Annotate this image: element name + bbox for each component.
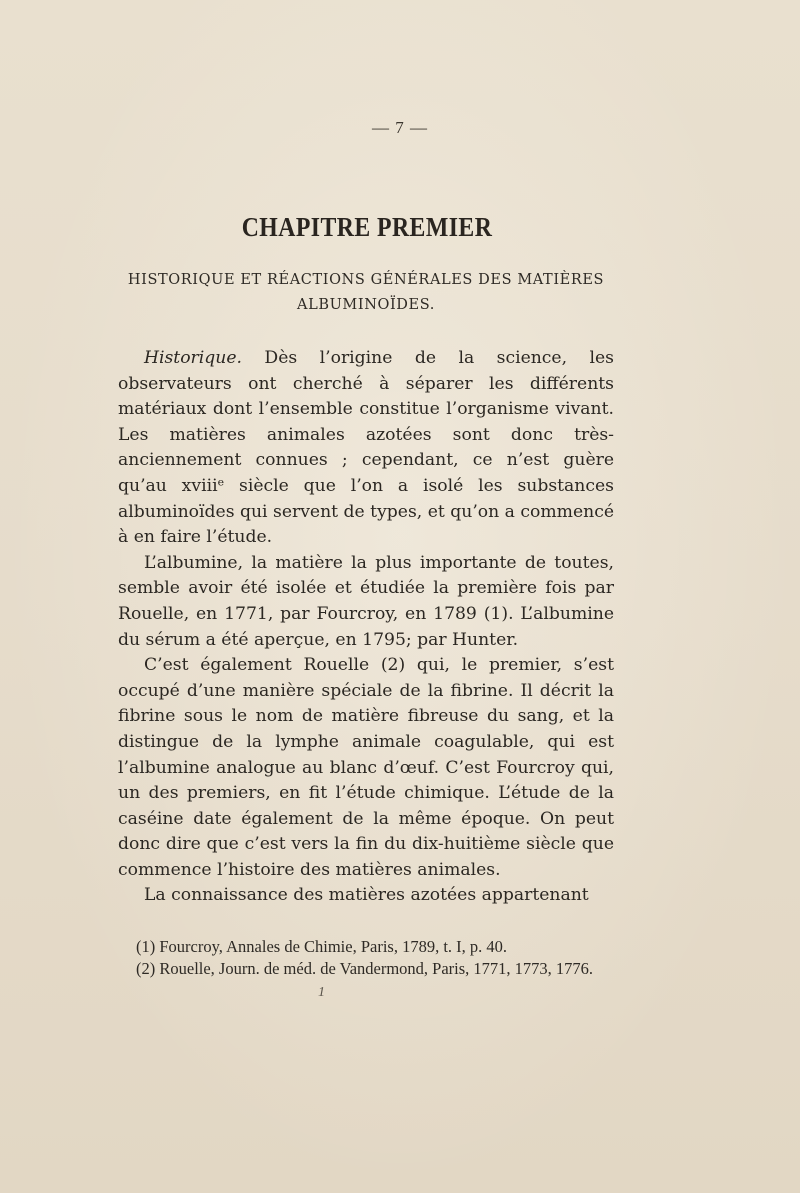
paragraph-text: La connaissance des matières azotées appartenant [144,885,589,906]
footnote-2: (2) Rouelle, Journ. de méd. de Vandermond, Paris, 1771, 1773, 1776. [136,959,594,978]
signature-mark: 1 [318,985,325,1000]
footnotes [118,936,614,980]
page-number: — 7 — [372,118,428,137]
paragraph-albumine [118,551,614,653]
paragraph-text: C’est également Rouelle (2) qui, le premier, s’est occupé d’une manière spéciale de la fibrine. Il décrit la fibrine sous le nom de matière fibreuse du sang, et la distingue de la lymphe animale coagulable, qui est l’albumine analogue au blanc d’œuf. C’est Fourcroy qui, un des premiers, en fit l’étude chimique. L’étude de la caséine date également de la même époque. On peut donc dire que c’est vers la fin du dix-huitième siècle que commence l’histoire des matières animales. [118,655,614,880]
paragraph-text: Dès l’origine de la science, les observateurs ont cherché à séparer les différents matériaux dont l’ensemble constitue l’organisme vivant. Les matières animales azotées sont donc très-anciennement connues ; cependant, ce n’est guère qu’au xviiiᵉ siècle que l’on a isolé les substances albuminoïdes qui servent de types, et qu’on a commencé à en faire l’étude. [118,348,614,548]
paragraph-historique [118,346,614,551]
paragraph-continuation [118,883,614,909]
chapter-subtitle: HISTORIQUE ET RÉACTIONS GÉNÉRALES DES MATIÈRES ALBUMINOÏDES. [127,272,605,313]
chapter-title: CHAPITRE PREMIER [241,212,493,242]
paragraph-text: L’albumine, la matière la plus importante de toutes, semble avoir été isolée et étudiée la première fois par Rouelle, en 1771, par Fourcroy, en 1789 (1). L’albumine du sérum a été aperçue, en 1795; par Hunter. [118,552,614,650]
footnote-1: (1) Fourcroy, Annales de Chimie, Paris, 1789, t. I, p. 40. [136,937,508,956]
body-text [118,346,614,909]
paragraph-lead-word: Historique. [144,348,242,368]
paragraph-fibrine [118,653,614,883]
